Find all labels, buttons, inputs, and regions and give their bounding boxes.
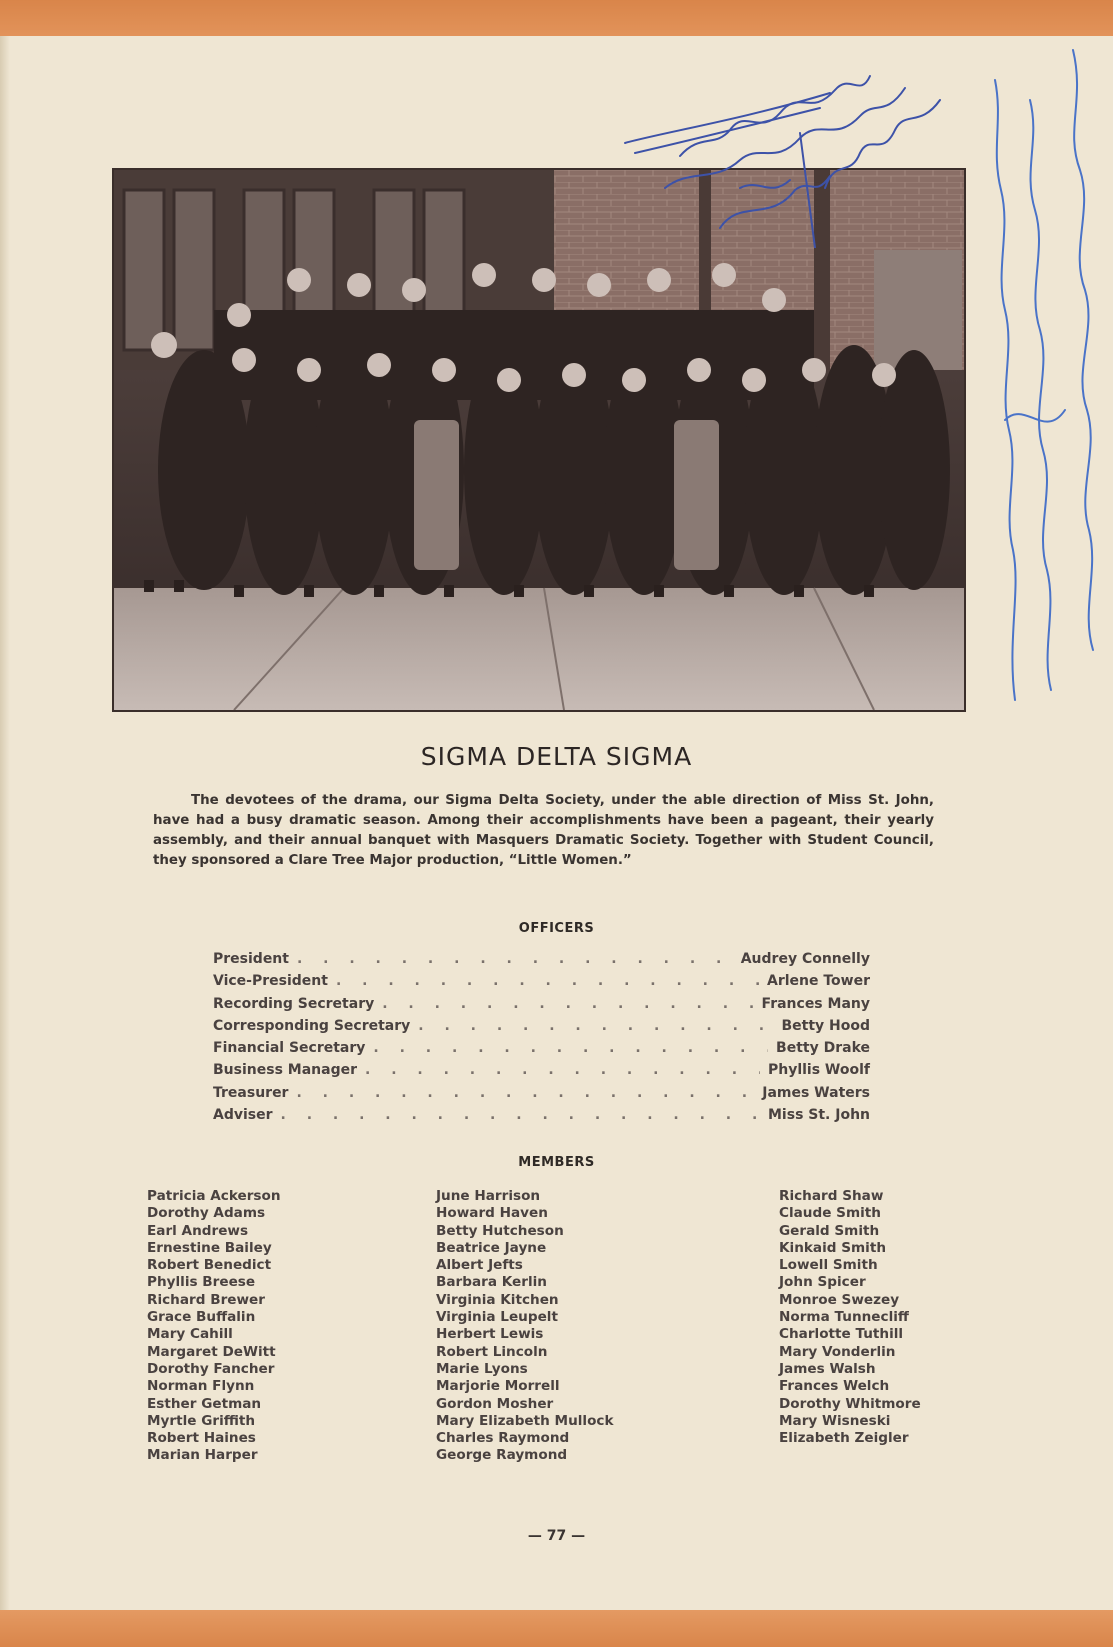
officer-title: Recording Secretary xyxy=(213,995,375,1012)
member-name: Esther Getman xyxy=(147,1395,262,1412)
officer-name: Betty Drake xyxy=(776,1040,870,1057)
members-column-2 xyxy=(436,1188,614,1465)
member-name: Mary Vonderlin xyxy=(779,1343,896,1360)
officer-row xyxy=(213,973,870,995)
member-name: Robert Lincoln xyxy=(436,1343,548,1360)
officer-name: James Waters xyxy=(762,1084,870,1101)
officer-row xyxy=(213,996,870,1018)
member-name: Virginia Kitchen xyxy=(436,1291,559,1308)
page-binding-edge xyxy=(0,36,10,1610)
leader-dots xyxy=(296,1085,754,1101)
member-name: Betty Hutcheson xyxy=(436,1222,564,1239)
leader-dots xyxy=(297,951,733,967)
member-name: Monroe Swezey xyxy=(779,1291,900,1308)
member-name: Barbara Kerlin xyxy=(436,1274,547,1291)
officer-title: Vice-President xyxy=(213,973,328,990)
member-name: Frances Welch xyxy=(779,1378,890,1395)
member-name: George Raymond xyxy=(436,1447,568,1464)
member-name: Claude Smith xyxy=(779,1205,881,1222)
member-name: Myrtle Griffith xyxy=(147,1412,256,1429)
officer-name: Betty Hood xyxy=(781,1017,870,1034)
member-name: Kinkaid Smith xyxy=(779,1239,886,1256)
officer-name: Frances Many xyxy=(761,995,870,1012)
handwritten-inscription-top xyxy=(620,38,950,248)
leader-dots xyxy=(382,996,753,1012)
member-name: Albert Jefts xyxy=(436,1257,523,1274)
member-name: Mary Wisneski xyxy=(779,1412,891,1429)
members-column-3 xyxy=(779,1188,921,1447)
member-name: Gordon Mosher xyxy=(436,1395,554,1412)
member-name: Elizabeth Zeigler xyxy=(779,1430,909,1447)
officers-heading: OFFICERS xyxy=(518,921,595,936)
member-name: Gerald Smith xyxy=(779,1222,880,1239)
member-name: Norman Flynn xyxy=(147,1378,255,1395)
member-name: Marie Lyons xyxy=(436,1360,528,1377)
officer-row xyxy=(213,1107,870,1129)
leader-dots xyxy=(365,1062,760,1078)
handwritten-inscription-side xyxy=(985,40,1110,730)
leader-dots xyxy=(418,1018,773,1034)
officer-row xyxy=(213,951,870,973)
member-name: Beatrice Jayne xyxy=(436,1239,547,1256)
officer-row xyxy=(213,1062,870,1084)
member-name: Dorothy Adams xyxy=(147,1205,266,1222)
bottom-orange-band xyxy=(0,1610,1113,1647)
leader-dots xyxy=(336,973,759,989)
member-name: Robert Haines xyxy=(147,1430,256,1447)
member-name: Phyllis Breese xyxy=(147,1274,256,1291)
intro-paragraph: The devotees of the drama, our Sigma Delta Society, under the able direction of Miss St. John, have had a busy dramatic season. Among their accomplishments have been a pageant, their yearly assembly, and their annual banquet with Masquers Dramatic Society. Together with Student Council, they sponsored a Clare Tree Major production, “Little Women.” xyxy=(153,793,934,868)
member-name: Herbert Lewis xyxy=(436,1326,544,1343)
member-name: Earl Andrews xyxy=(147,1222,249,1239)
member-name: Virginia Leupelt xyxy=(436,1309,558,1326)
officer-name: Arlene Tower xyxy=(766,973,870,990)
group-photo xyxy=(112,168,966,712)
officer-title: Corresponding Secretary xyxy=(213,1017,411,1034)
page-title: SIGMA DELTA SIGMA xyxy=(420,742,693,771)
officer-row xyxy=(213,1085,870,1107)
officer-title: Adviser xyxy=(213,1107,273,1124)
officer-title: Financial Secretary xyxy=(213,1040,366,1057)
top-orange-band xyxy=(0,0,1113,36)
member-name: James Walsh xyxy=(779,1360,876,1377)
officer-name: Miss St. John xyxy=(768,1107,870,1124)
member-name: Robert Benedict xyxy=(147,1257,272,1274)
member-name: Margaret DeWitt xyxy=(147,1343,276,1360)
member-name: Howard Haven xyxy=(436,1205,548,1222)
member-name: Ernestine Bailey xyxy=(147,1239,272,1256)
member-name: Marian Harper xyxy=(147,1447,258,1464)
member-name: Grace Buffalin xyxy=(147,1309,256,1326)
member-name: Patricia Ackerson xyxy=(147,1188,281,1204)
member-name: Charlotte Tuthill xyxy=(779,1326,904,1343)
member-name: June Harrison xyxy=(436,1188,541,1204)
officers-list xyxy=(213,951,870,1129)
member-name: Marjorie Morrell xyxy=(436,1378,560,1395)
officer-title: Business Manager xyxy=(213,1062,357,1079)
member-name: John Spicer xyxy=(779,1274,866,1291)
officer-name: Audrey Connelly xyxy=(740,951,870,967)
member-name: Dorothy Whitmore xyxy=(779,1395,921,1412)
member-name: Charles Raymond xyxy=(436,1430,570,1447)
officer-row xyxy=(213,1040,870,1062)
officer-row xyxy=(213,1018,870,1040)
member-name: Richard Shaw xyxy=(779,1188,884,1204)
page-number: — 77 — xyxy=(527,1528,586,1544)
officer-name: Phyllis Woolf xyxy=(767,1062,870,1079)
officer-title: President xyxy=(213,951,289,967)
member-name: Richard Brewer xyxy=(147,1291,265,1308)
members-heading: MEMBERS xyxy=(518,1155,595,1170)
member-name: Lowell Smith xyxy=(779,1257,878,1274)
member-name: Mary Cahill xyxy=(147,1326,233,1343)
member-name: Norma Tunnecliff xyxy=(779,1309,909,1326)
members-column-1 xyxy=(147,1188,281,1465)
leader-dots xyxy=(281,1107,760,1123)
member-name: Dorothy Fancher xyxy=(147,1360,275,1377)
leader-dots xyxy=(373,1040,768,1056)
member-name: Mary Elizabeth Mullock xyxy=(436,1412,614,1429)
officer-title: Treasurer xyxy=(213,1084,289,1101)
